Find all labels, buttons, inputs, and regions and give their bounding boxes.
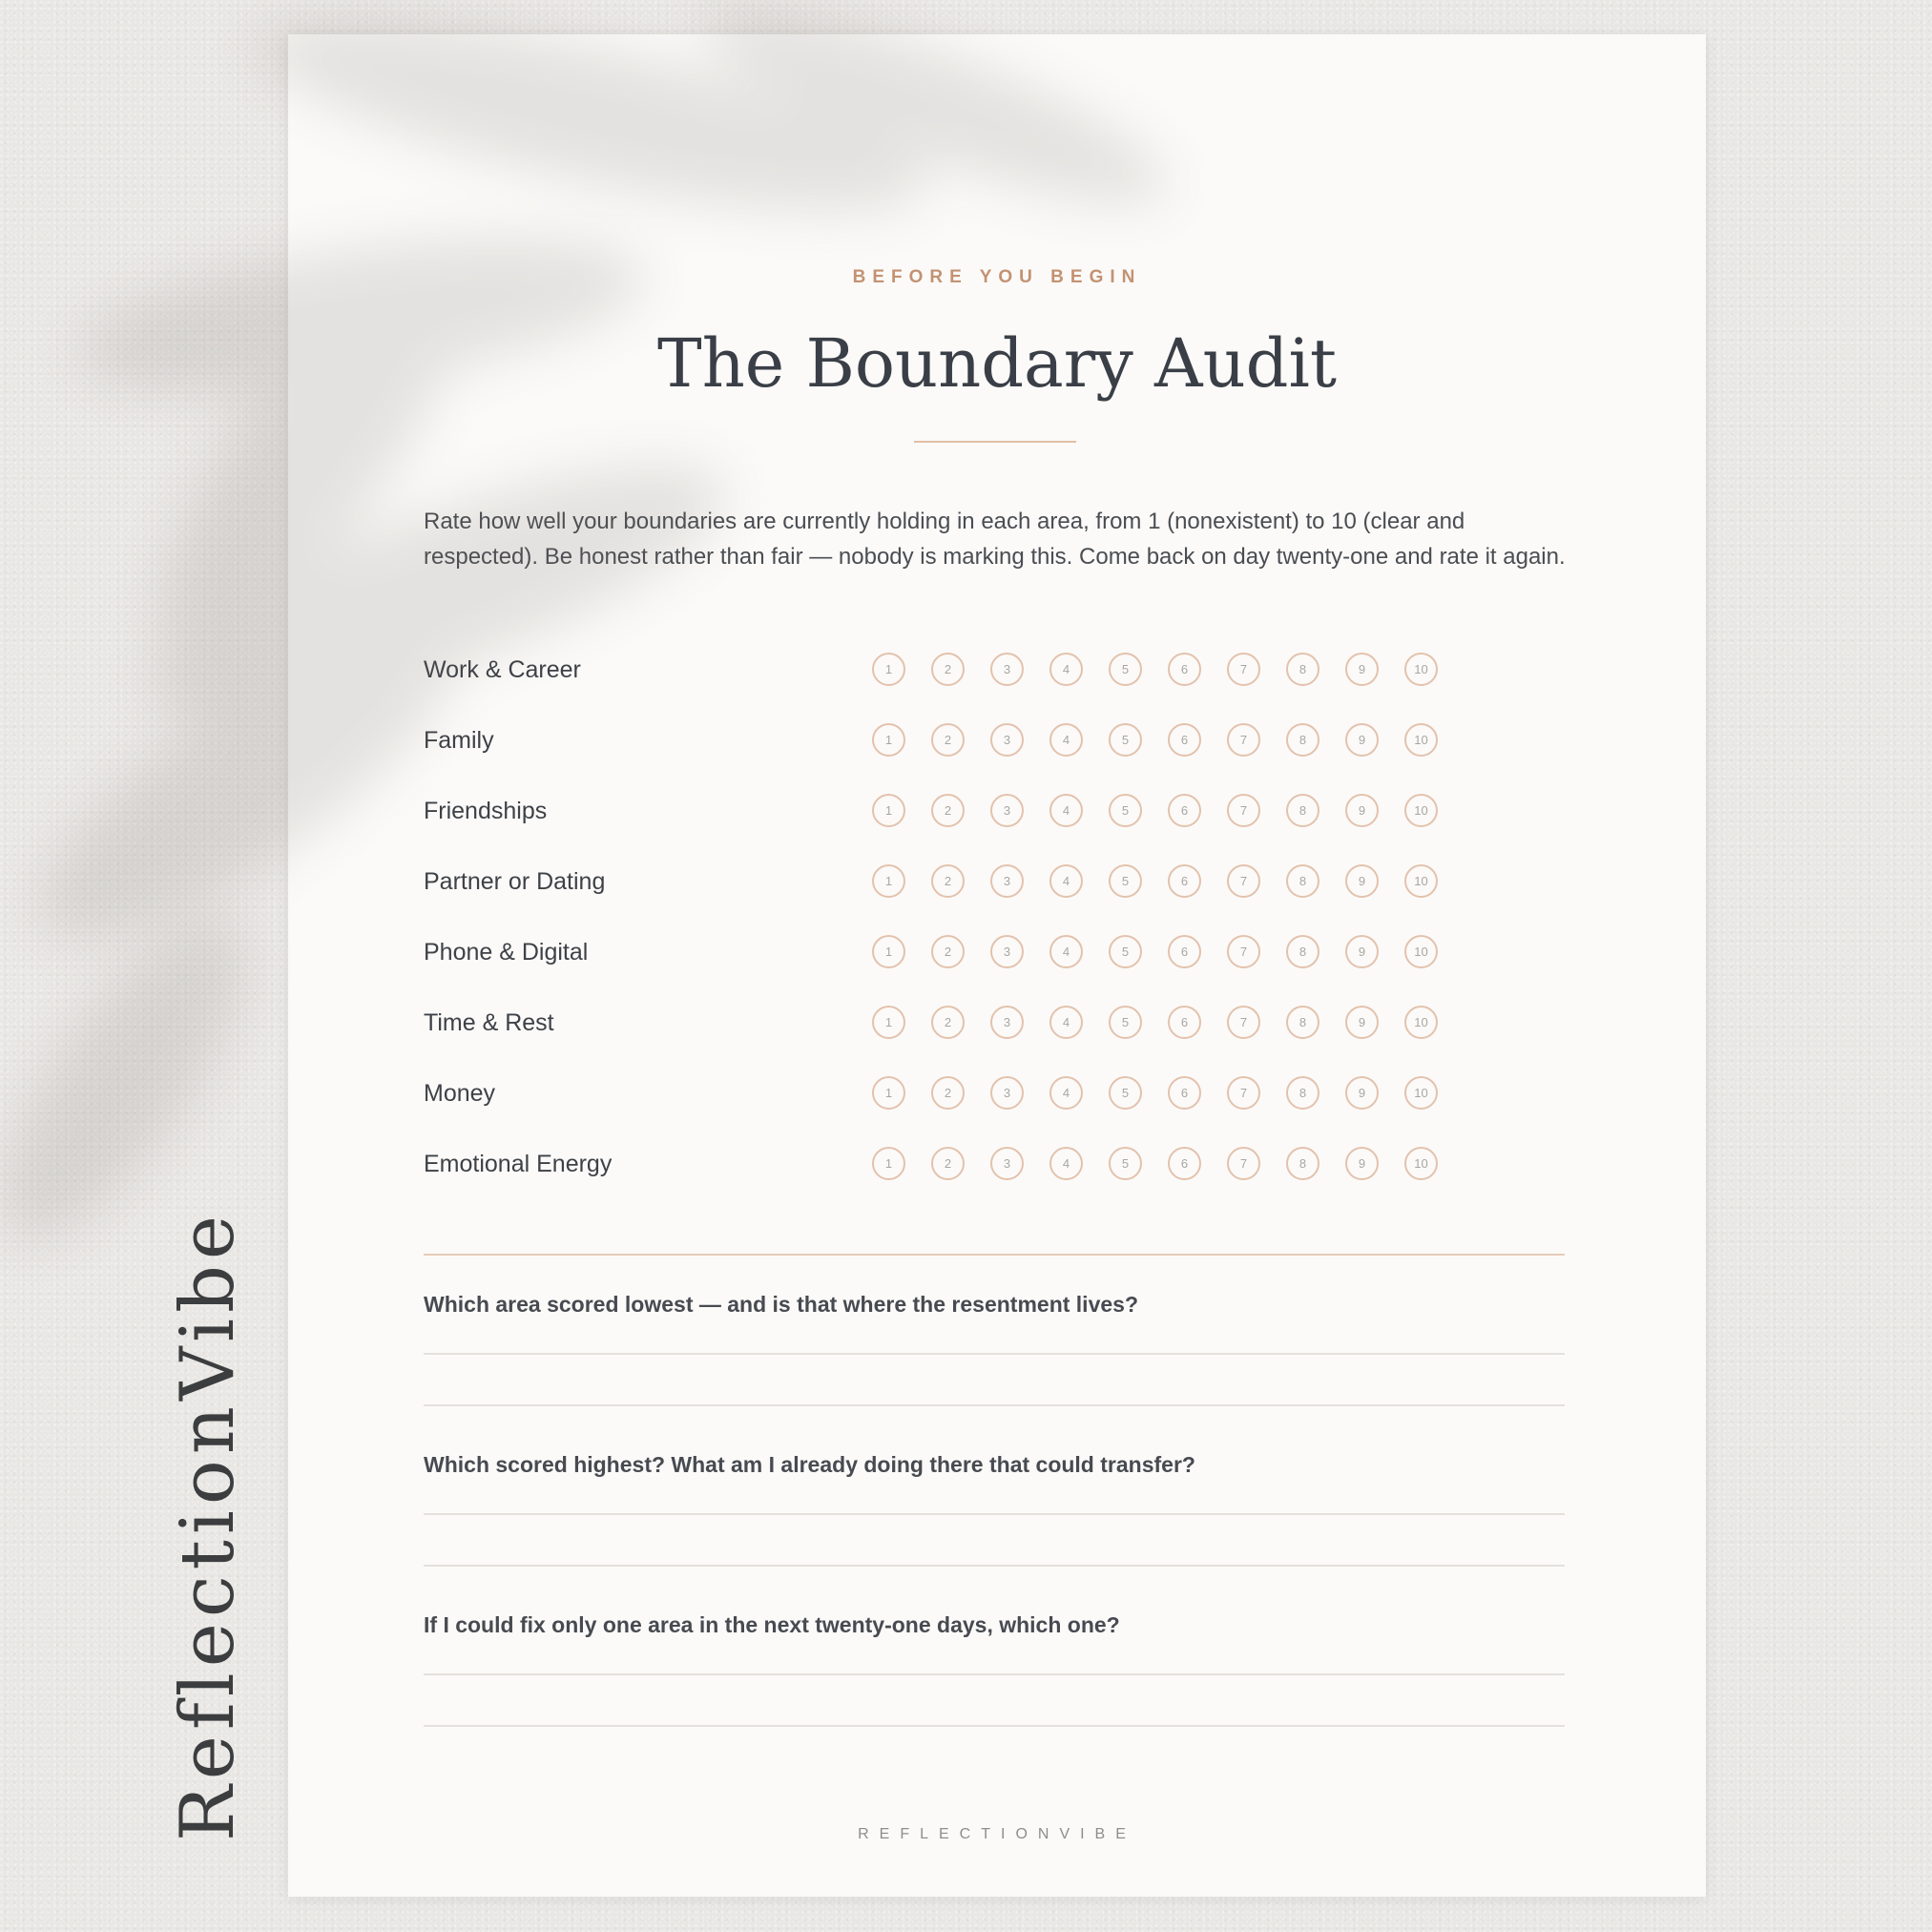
rating-bubble[interactable]: 5 <box>1109 653 1142 686</box>
answer-line[interactable] <box>424 1725 1565 1727</box>
rating-bubble[interactable]: 9 <box>1345 1076 1379 1110</box>
rating-bubble[interactable]: 8 <box>1286 653 1319 686</box>
rating-row-label: Friendships <box>424 798 548 824</box>
rating-bubble[interactable]: 10 <box>1404 794 1438 827</box>
rating-bubble[interactable]: 6 <box>1168 1076 1201 1110</box>
rating-row <box>424 1002 1568 1048</box>
rating-row <box>424 931 1568 977</box>
rating-bubble[interactable]: 6 <box>1168 1006 1201 1039</box>
answer-line[interactable] <box>424 1673 1565 1675</box>
rating-bubble[interactable]: 8 <box>1286 723 1319 757</box>
rating-bubble[interactable]: 9 <box>1345 653 1379 686</box>
rating-bubble[interactable]: 8 <box>1286 864 1319 898</box>
rating-bubble[interactable]: 2 <box>931 794 965 827</box>
rating-bubble[interactable]: 7 <box>1227 864 1260 898</box>
rating-row-label: Work & Career <box>424 656 581 683</box>
rating-bubble[interactable]: 2 <box>931 1147 965 1180</box>
rating-bubble[interactable]: 7 <box>1227 653 1260 686</box>
rating-bubble[interactable]: 6 <box>1168 794 1201 827</box>
answer-line[interactable] <box>424 1513 1565 1515</box>
rating-bubble[interactable]: 1 <box>872 653 905 686</box>
rating-bubble[interactable]: 5 <box>1109 1006 1142 1039</box>
rating-bubble[interactable]: 3 <box>990 864 1024 898</box>
rating-bubble[interactable]: 4 <box>1049 1147 1083 1180</box>
rating-bubble[interactable]: 9 <box>1345 794 1379 827</box>
rating-bubble[interactable]: 6 <box>1168 864 1201 898</box>
rating-bubble[interactable]: 1 <box>872 794 905 827</box>
rating-bubble[interactable]: 6 <box>1168 723 1201 757</box>
rating-bubble[interactable]: 10 <box>1404 653 1438 686</box>
rating-bubble[interactable]: 10 <box>1404 1006 1438 1039</box>
rating-bubble[interactable]: 7 <box>1227 1006 1260 1039</box>
rating-bubble[interactable]: 4 <box>1049 653 1083 686</box>
rating-bubble[interactable]: 3 <box>990 1147 1024 1180</box>
rating-bubble[interactable]: 2 <box>931 653 965 686</box>
reflection-prompt-2: Which scored highest? What am I already doing there that could transfer? <box>424 1452 1195 1477</box>
footer-brand: REFLECTIONVIBE <box>858 1826 1136 1842</box>
rating-bubble[interactable]: 2 <box>931 935 965 968</box>
rating-bubble[interactable]: 3 <box>990 653 1024 686</box>
rating-bubble[interactable]: 5 <box>1109 864 1142 898</box>
rating-row <box>424 1143 1568 1189</box>
worksheet-page <box>288 34 1706 1897</box>
rating-bubble[interactable]: 4 <box>1049 935 1083 968</box>
rating-row-label: Emotional Energy <box>424 1151 613 1177</box>
rating-bubble[interactable]: 4 <box>1049 723 1083 757</box>
rating-row-label: Money <box>424 1080 496 1107</box>
rating-bubble[interactable]: 7 <box>1227 1147 1260 1180</box>
rating-bubble[interactable]: 2 <box>931 864 965 898</box>
rating-bubble[interactable]: 10 <box>1404 1147 1438 1180</box>
eyebrow-label: BEFORE YOU BEGIN <box>852 267 1142 287</box>
rating-bubble[interactable]: 9 <box>1345 864 1379 898</box>
rating-bubble[interactable]: 1 <box>872 1006 905 1039</box>
rating-row-label: Partner or Dating <box>424 868 606 895</box>
rating-bubble[interactable]: 2 <box>931 1076 965 1110</box>
rating-bubble[interactable]: 1 <box>872 1076 905 1110</box>
rating-row-label: Time & Rest <box>424 1009 554 1036</box>
answer-line[interactable] <box>424 1404 1565 1406</box>
intro-paragraph: Rate how well your boundaries are currently holding in each area, from 1 (nonexistent) to 10 (clear and respected). Be honest rather than fair — nobody is marking this. Come back on day twenty-one and rate it again. <box>424 509 1566 570</box>
section-divider <box>424 1254 1565 1256</box>
rating-bubble[interactable]: 2 <box>931 1006 965 1039</box>
rating-bubble[interactable]: 8 <box>1286 1076 1319 1110</box>
rating-bubble[interactable]: 6 <box>1168 935 1201 968</box>
rating-bubble[interactable]: 9 <box>1345 1006 1379 1039</box>
rating-row-label: Family <box>424 727 494 754</box>
rating-bubble[interactable]: 8 <box>1286 1147 1319 1180</box>
rating-row <box>424 790 1568 836</box>
rating-row <box>424 1072 1568 1118</box>
rating-bubble[interactable]: 10 <box>1404 1076 1438 1110</box>
rating-bubble[interactable]: 7 <box>1227 723 1260 757</box>
rating-bubble[interactable]: 2 <box>931 723 965 757</box>
reflection-prompt-1: Which area scored lowest — and is that where the resentment lives? <box>424 1292 1138 1317</box>
rating-bubble[interactable]: 10 <box>1404 723 1438 757</box>
page-title: The Boundary Audit <box>657 324 1337 403</box>
answer-line[interactable] <box>424 1565 1565 1567</box>
rating-bubble[interactable]: 9 <box>1345 1147 1379 1180</box>
rating-bubble[interactable]: 9 <box>1345 723 1379 757</box>
rating-bubble[interactable]: 4 <box>1049 1006 1083 1039</box>
rating-bubble[interactable]: 3 <box>990 723 1024 757</box>
rating-row <box>424 861 1568 906</box>
rating-bubble[interactable]: 10 <box>1404 935 1438 968</box>
rating-row <box>424 719 1568 765</box>
rating-bubble[interactable]: 6 <box>1168 653 1201 686</box>
rating-bubble[interactable]: 7 <box>1227 935 1260 968</box>
rating-bubble[interactable]: 3 <box>990 794 1024 827</box>
rating-row <box>424 649 1568 695</box>
rating-bubble[interactable]: 1 <box>872 935 905 968</box>
title-divider <box>914 441 1076 443</box>
rating-bubble[interactable]: 4 <box>1049 864 1083 898</box>
rating-bubble[interactable]: 5 <box>1109 1147 1142 1180</box>
rating-row-label: Phone & Digital <box>424 939 589 966</box>
rating-bubble[interactable]: 3 <box>990 1076 1024 1110</box>
rating-bubble[interactable]: 8 <box>1286 1006 1319 1039</box>
answer-line[interactable] <box>424 1353 1565 1355</box>
rating-bubble[interactable]: 9 <box>1345 935 1379 968</box>
rating-bubble[interactable]: 5 <box>1109 723 1142 757</box>
rating-bubble[interactable]: 6 <box>1168 1147 1201 1180</box>
rating-bubble[interactable]: 7 <box>1227 1076 1260 1110</box>
rating-bubble[interactable]: 7 <box>1227 794 1260 827</box>
brand-wordmark-vertical: ReflectionVibe <box>165 1209 251 1841</box>
rating-bubble[interactable]: 1 <box>872 1147 905 1180</box>
rating-bubble[interactable]: 8 <box>1286 794 1319 827</box>
rating-bubble[interactable]: 5 <box>1109 935 1142 968</box>
rating-bubble[interactable]: 8 <box>1286 935 1319 968</box>
rating-bubble[interactable]: 5 <box>1109 794 1142 827</box>
rating-bubble[interactable]: 5 <box>1109 1076 1142 1110</box>
rating-bubble[interactable]: 4 <box>1049 1076 1083 1110</box>
rating-bubble[interactable]: 3 <box>990 935 1024 968</box>
rating-bubble[interactable]: 10 <box>1404 864 1438 898</box>
rating-bubble[interactable]: 3 <box>990 1006 1024 1039</box>
rating-bubble[interactable]: 1 <box>872 864 905 898</box>
rating-bubble[interactable]: 4 <box>1049 794 1083 827</box>
reflection-prompt-3: If I could fix only one area in the next twenty-one days, which one? <box>424 1612 1120 1637</box>
rating-bubble[interactable]: 1 <box>872 723 905 757</box>
